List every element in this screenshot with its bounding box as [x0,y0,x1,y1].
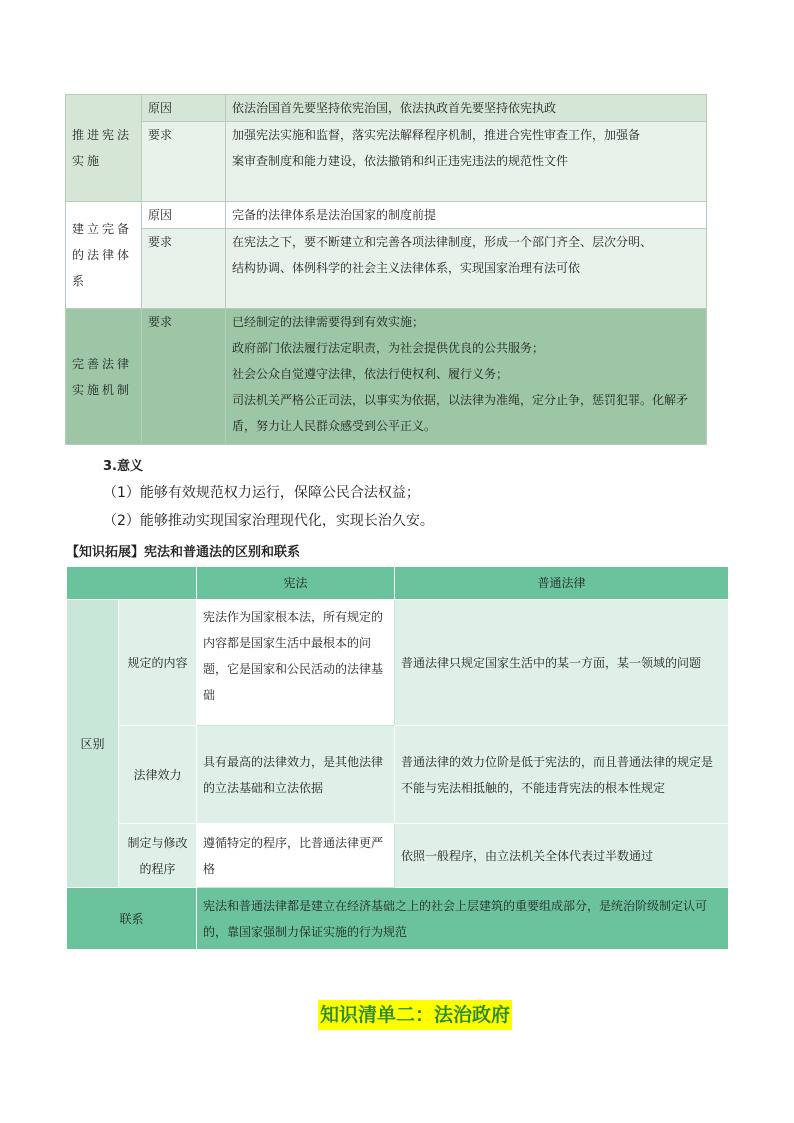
content-line: 司法机关严格公正司法，以事实为依据，以法律为准绳，定分止争，惩罚犯罪。化解矛盾，努力让人民群众感受到公平正义。 [232,393,689,433]
constitution-implementation-table [65,94,707,445]
content-line: 已经制定的法律需要得到有效实施； [232,315,425,329]
content-line: 政府部门依法履行法定职责，为社会提供优良的公共服务； [232,341,545,355]
extension-title: 【知识拓展】宪法和普通法的区别和联系 [66,545,301,560]
constitution-cell: 遵循特定的程序，比普通法律更严格 [197,824,395,888]
content-line: 社会公众自觉遵守法律，依法行使权利、履行义务； [232,367,509,381]
ordinary-cell: 依照一般程序，由立法机关全体代表过半数通过 [395,824,729,888]
section-item: （1）能够有效规范权力运行，保障公民合法权益； [103,485,420,501]
group-cell: 完善法律实施机制 [66,309,142,445]
knowledge-list-heading [318,1000,512,1030]
content-cell [226,122,707,202]
group-cell: 推进宪法实施 [66,95,142,202]
label-cell: 要求 [142,309,226,445]
header-cell: 宪法 [197,567,395,600]
constitution-cell: 具有最高的法律效力，是其他法律的立法基础和立法依据 [197,726,395,824]
content-line: 依法治国首先要坚持依宪治国，依法执政首先要坚持依宪执政 [232,101,557,115]
label-cell: 原因 [142,202,226,229]
label-cell: 要求 [142,229,226,309]
label-cell: 原因 [142,95,226,122]
section-item: （2）能够推动实现国家治理现代化，实现长治久安。 [103,513,434,529]
heading-prefix: 知识清单二： [320,1004,435,1026]
link-label: 联系 [67,888,197,950]
label-cell: 要求 [142,122,226,202]
heading-title: 法治政府 [434,1004,511,1026]
content-cell [226,229,707,309]
ordinary-cell: 普通法律只规定国家生活中的某一方面，某一领域的问题 [395,600,729,726]
aspect-cell: 法律效力 [119,726,197,824]
content-line: 加强宪法实施和监督，落实宪法解释程序机制，推进合宪性审查工作，加强备 [232,128,641,142]
aspect-cell: 规定的内容 [119,600,197,726]
constitution-vs-law-table [66,566,729,950]
aspect-cell: 制定与修改的程序 [119,824,197,888]
content-line: 结构协调、体例科学的社会主义法律体系，实现国家治理有法可依 [232,261,581,275]
content-line: 案审查制度和能力建设，依法撤销和纠正违宪违法的规范性文件 [232,154,569,168]
content-line: 完备的法律体系是法治国家的制度前提 [232,208,437,222]
content-line: 在宪法之下，要不断建立和完善各项法律制度，形成一个部门齐全、层次分明、 [232,235,653,249]
header-cell [67,567,197,600]
content-cell [226,309,707,445]
group-cell: 建立完备的法律体系 [66,202,142,309]
link-cell: 宪法和普通法律都是建立在经济基础之上的社会上层建筑的重要组成部分，是统治阶级制定认可的，靠国家强制力保证实施的行为规范 [197,888,729,950]
constitution-cell: 宪法作为国家根本法，所有规定的内容都是国家生活中最根本的问题，它是国家和公民活动的法律基础 [197,600,395,726]
header-cell: 普通法律 [395,567,729,600]
content-cell [226,202,707,229]
content-cell [226,95,707,122]
diff-label: 区别 [67,600,119,888]
section-title: 3.意义 [103,459,143,474]
ordinary-cell: 普通法律的效力位阶是低于宪法的，而且普通法律的规定是不能与宪法相抵触的，不能违背宪法的根本性规定 [395,726,729,824]
